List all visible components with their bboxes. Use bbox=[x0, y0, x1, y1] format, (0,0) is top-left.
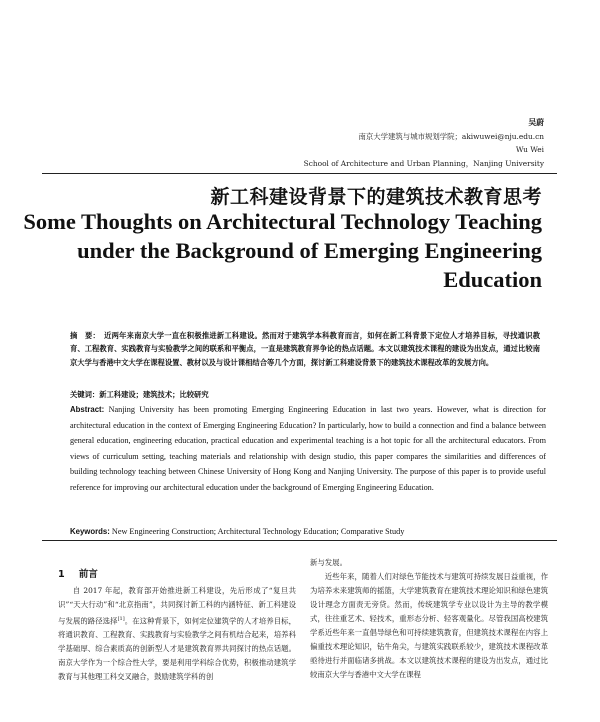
keywords-en-text: New Engineering Construction; Architectural Technology Education; Comparative Study bbox=[111, 527, 405, 536]
section-number: 1 bbox=[58, 569, 65, 580]
keywords-zh bbox=[70, 388, 540, 401]
abstract-en bbox=[70, 402, 546, 496]
keywords-en-label: Keywords: bbox=[70, 527, 110, 536]
body-text: 。在这种背景下，如何定位建筑学的人才培养目标，将通识教育、工程教育、实践教育与实验教学之间有机结合起来，培养科学基础厚、综合素质高的创新型人才是建筑教育界共同探讨的热点话题。南京大学作为一个综合性大学，要是利用学科综合优势，积极推动建筑学教育与其他理工科交叉融合，鼓励建筑学科的创 bbox=[58, 616, 296, 682]
body-paragraph bbox=[58, 584, 296, 684]
abstract-zh-text: 近两年来南京大学一直在积极推进新工科建设。然而对于建筑学本科教育而言，如何在新工科背景下定位人才培养目标，寻找通识教育、工程教育、实践教育与实验教学之间的联系和平衡点，一直是建筑教育界争论的热点话题。本文以建筑技术课程的建设为出发点，通过比较南京大学与香港中文大学在课程设置、教材以及与设计课相结合等几个方面，探讨新工科建设背景下的建筑技术课程改革的发展方向。 bbox=[70, 331, 541, 367]
section-title: 前言 bbox=[78, 569, 98, 580]
author-name-en: Wu Wei bbox=[515, 145, 544, 155]
citation: [1] bbox=[117, 616, 125, 622]
author-affiliation-en: School of Architecture and Urban Planning，Nanjing University bbox=[303, 158, 544, 168]
abstract-en-label: Abstract: bbox=[70, 405, 105, 414]
body-column-left bbox=[58, 584, 296, 684]
author-block bbox=[304, 116, 544, 170]
body-column-right bbox=[310, 556, 548, 682]
author-affiliation-zh: 南京大学建筑与城市规划学院；akiwuwei@nju.edu.cn bbox=[358, 131, 544, 141]
keywords-zh-label: 关键词： bbox=[70, 390, 100, 399]
abstract-en-text: Nanjing University has been promoting Emerging Engineering Education in last two years. However, what is direction for architectural education in the context of Emerging Engineering Education? In particularly, how to build a connection and find a balance between general education, engineering education, practical education and experimental teaching is a hot topic for all the architectural educators. From views of curriculum setting, teaching materials and relationship with design studio, this paper compares the similarities and differences of building technology teaching between Chinese University of Hong Kong and Nanjing University. The purpose of this paper is to provide useful reference for improving our architectural education under the background of Emerging Engineering Education. bbox=[70, 405, 546, 492]
abstract-zh-label: 摘 要： bbox=[70, 331, 101, 340]
body-paragraph: 新与发展。 bbox=[310, 558, 347, 567]
header-rule bbox=[42, 173, 557, 174]
body-paragraph: 近些年来，随着人们对绿色节能技术与建筑可持续发展日益重视，作为培养未来建筑师的摇篮，大学建筑教育在建筑技术理论知识和绿色建筑设计理念方面责无旁贷。然而，传统建筑学专业以设计为主导的教学模式，往往重艺术、轻技术，重形态分析、轻客观量化。尽管我国高校建筑学系近些年来一直倡导绿色和可持续建筑教育，但建筑技术课程在内容上偏重技术理论知识，钻牛角尖，与建筑实践联系较少，建筑技术课程改革亟待进行并面临诸多挑战。本文以建筑技术课程的建设为出发点，通过比较南京大学与香港中文大学在课程 bbox=[310, 572, 548, 679]
author-name-zh: 吴蔚 bbox=[528, 118, 544, 127]
title-zh: 新工科建设背景下的建筑技术教育思考 bbox=[210, 186, 542, 208]
keywords-en bbox=[70, 525, 546, 538]
section-heading bbox=[58, 566, 98, 580]
body-text: 自 2017 年起，教育部开始推进新工科建设，先后形成了“复旦共识”“天大行动”和“北京指南”，共同探讨新工科的内涵特征、新工科建设与发展的路径选择 bbox=[58, 586, 296, 626]
title-en: Some Thoughts on Architectural Technology Teaching under the Background of Emerging Engineering Education bbox=[23, 209, 542, 292]
abstract-zh bbox=[70, 329, 540, 369]
section-rule bbox=[42, 540, 557, 541]
keywords-zh-text: 新工科建设；建筑技术；比较研究 bbox=[99, 390, 209, 399]
